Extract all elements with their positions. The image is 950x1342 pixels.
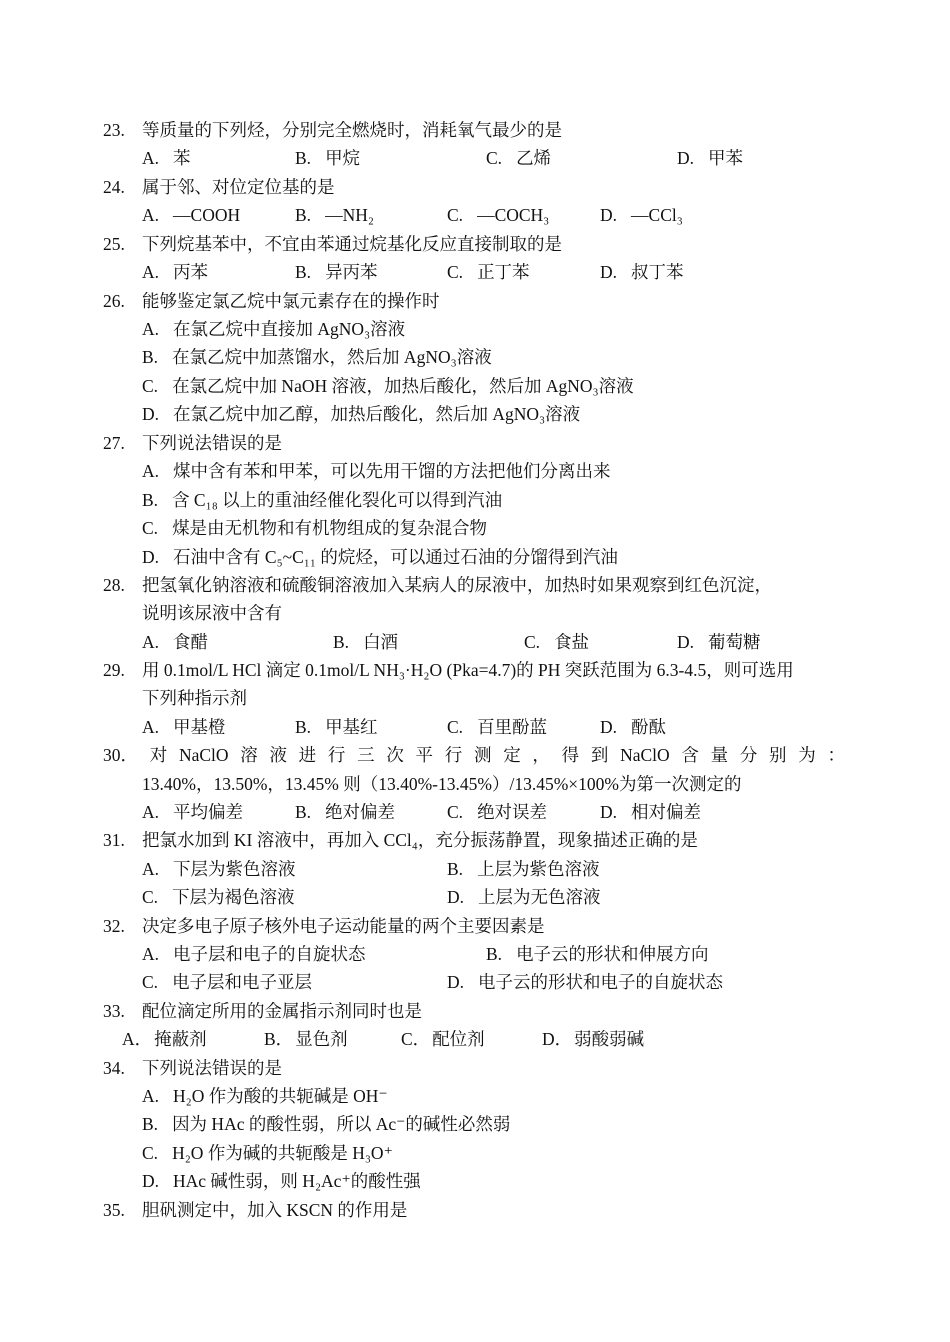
option-c: C. 乙烯 [486,148,552,168]
option-a: A． 掩蔽剂 [122,1029,207,1049]
option-b: B. 绝对偏差 [295,802,396,822]
question-stem: 把氢氧化钠溶液和硫酸铜溶液加入某病人的尿液中，加热时如果观察到红色沉淀， [142,575,772,595]
option-d: D. —CCl₃ [600,205,683,225]
option-a: A. 下层为紫色溶液 [142,859,296,879]
question-number: 24. [103,177,125,197]
option-b: B. 电子云的形状和伸展方向 [486,944,709,964]
option-b: B. 白酒 [333,632,399,652]
option-d: D. 甲苯 [677,148,744,168]
question-number: 34. [103,1058,125,1078]
question-stem: 下列说法错误的是 [142,1058,282,1078]
question-stem: 下列说法错误的是 [142,433,282,453]
option-c: C. 食盐 [524,632,590,652]
option-c: C. 电子层和电子亚层 [142,972,313,992]
question-number: 33. [103,1001,125,1021]
question-number: 31. [103,830,125,850]
option-b: B. 上层为紫色溶液 [447,859,600,879]
option-d: D． 弱酸弱碱 [542,1029,645,1049]
question-stem: 配位滴定所用的金属指示剂同时也是 [142,1001,422,1021]
question-number: 23. [103,120,125,140]
question-stem: 决定多电子原子核外电子运动能量的两个主要因素是 [142,916,545,936]
question-number: 29. [103,660,125,680]
option-a: A. 平均偏差 [142,802,244,822]
question-stem: 属于邻、对位定位基的是 [142,177,335,197]
option-c: C. 绝对误差 [447,802,548,822]
option-a: A. —COOH [142,205,241,225]
option-b: B. 甲基红 [295,717,378,737]
option-d: D. 电子云的形状和电子的自旋状态 [447,972,724,992]
option-d: D. 相对偏差 [600,802,702,822]
question-number: 26. [103,291,125,311]
option-a: A. 甲基橙 [142,717,226,737]
option-b: B. —NH₂ [295,205,374,225]
option-a: A. 苯 [142,148,191,168]
question-number: 28. [103,575,125,595]
option-d: D. 上层为无色溶液 [447,887,601,907]
exam-page: 23. 等质量的下列烃，分别完全燃烧时，消耗氧气最少的是 A. 苯 B. 甲烷 C. 乙烯 D. 甲苯 24. 属于邻、对位定位基的是 A. —COOH B. —NH₂ C. —COCH₃ D. —CCl₃ 25. 下列烷基苯中，不宜由苯通过烷基化反应直接制取的是 A. 丙苯 B. 异丙苯 C. 正丁苯 D. 叔丁苯 26. 能够鉴定氯乙烷中氯元素存在的操作时 A. 在氯乙烷中直接加 AgNO₃溶液 B. 在氯乙烷中加蒸馏水，然后加 AgNO₃溶液 C. 在氯乙烷中加 NaOH 溶液，加热后酸化，然后加 AgNO₃溶液 D. 在氯乙烷中加乙醇，加热后酸化，然后加 AgNO₃溶液 27. 下列说法错误的是 A. 煤中含有苯和甲苯，可以先用干馏的方法把他们分离出来 B. 含 C₁₈ 以上的重油经催化裂化可以得到汽油 C. 煤是由无机物和有机物组成的复杂混合物 D. 石油中含有 C₅~C₁₁ 的烷烃，可以通过石油的分馏得到汽油 28. 把氢氧化钠溶液和硫酸铜溶液加入某病人的尿液中，加热时如果观察到红色沉淀， 说明该尿液中含有 A. 食醋 B. 白酒 C. 食盐 D. 葡萄糖 29. 用 0.1mol/L HCl 滴定 0.1mol/L NH₃·H₂O (Pka=4.7)的 PH 突跃范围为 6.3-4.5，则可选用 下列种指示剂 A. 甲基橙 B. 甲基红 C. 百里酚蓝 D. 酚酞 30． 对 NaClO 溶 液 进 行 三 次 平 行 测 定 ， 得 到 NaClO 含 量 分 别 为 ： 13.40%，13.50%，13.45% 则（13.40%-13.45%）/13.45%×100%为第一次测定的 A. 平均偏差 B. 绝对偏差 C. 绝对误差 D. 相对偏差 31. 把氯水加到 KI 溶液中，再加入 CCl₄，充分振荡静置，现象描述正确的是 A. 下层为紫色溶液 B. 上层为紫色溶液 C. 下层为褐色溶液 D. 上层为无色溶液 32. 决定多电子原子核外电子运动能量的两个主要因素是 A. 电子层和电子的自旋状态 B. 电子云的形状和伸展方向 C. 电子层和电子亚层 D. 电子云的形状和电子的自旋状态 33. 配位滴定所用的金属指示剂同时也是 A． 掩蔽剂 B． 显色剂 C． 配位剂 D． 弱酸弱碱 34. 下列说法错误的是 A. H₂O 作为酸的共轭碱是 OH⁻ B. 因为 HAc 的酸性弱，所以 Ac⁻的碱性必然弱 C. H₂O 作为碱的共轭酸是 H₃O⁺ D. HAc 碱性弱，则 H₂Ac⁺的酸性强 35. 胆矾测定中，加入 KSCN 的作用是 [0,0,950,1342]
question-stem: 用 0.1mol/L HCl 滴定 0.1mol/L NH₃·H₂O (Pka=4.7)的 PH 突跃范围为 6.3-4.5，则可选用 [142,660,794,680]
question-number: 35. [103,1200,125,1220]
question-stem: 下列种指示剂 [142,688,247,708]
option-a: A. 食醋 [142,632,209,652]
option-d: D. 叔丁苯 [600,262,684,282]
question-stem: 能够鉴定氯乙烷中氯元素存在的操作时 [142,291,440,311]
question-stem: 等质量的下列烃，分别完全燃烧时，消耗氧气最少的是 [142,120,562,140]
question-stem: 把氯水加到 KI 溶液中，再加入 CCl₄，充分振荡静置，现象描述正确的是 [142,830,698,850]
option-a: A. 电子层和电子的自旋状态 [142,944,366,964]
option-c: C. 百里酚蓝 [447,717,548,737]
option-b: B. 异丙苯 [295,262,378,282]
question-stem: 下列烷基苯中，不宜由苯通过烷基化反应直接制取的是 [142,234,562,254]
question-stem: 30． 对 NaClO 溶 液 进 行 三 次 平 行 测 定 ， 得 到 NaClO 含 量 分 别 为 ： [103,745,845,765]
option-c: C. 下层为褐色溶液 [142,887,295,907]
option-d: D. 酚酞 [600,717,667,737]
option-b: B. 甲烷 [295,148,361,168]
question-number: 32. [103,916,125,936]
option-d: D. 葡萄糖 [677,632,761,652]
option-b: B． 显色剂 [264,1029,348,1049]
question-stem: 说明该尿液中含有 [142,603,282,623]
question-number: 27. [103,433,125,453]
question-number: 25. [103,234,125,254]
option-c: C． 配位剂 [401,1029,485,1049]
option-a: A. 丙苯 [142,262,209,282]
question-stem: 13.40%，13.50%，13.45% 则（13.40%-13.45%）/13.45%×100%为第一次测定的 [142,774,742,794]
question-stem: 胆矾测定中，加入 KSCN 的作用是 [142,1200,408,1220]
option-c: C. —COCH₃ [447,205,550,225]
option-c: C. 正丁苯 [447,262,530,282]
